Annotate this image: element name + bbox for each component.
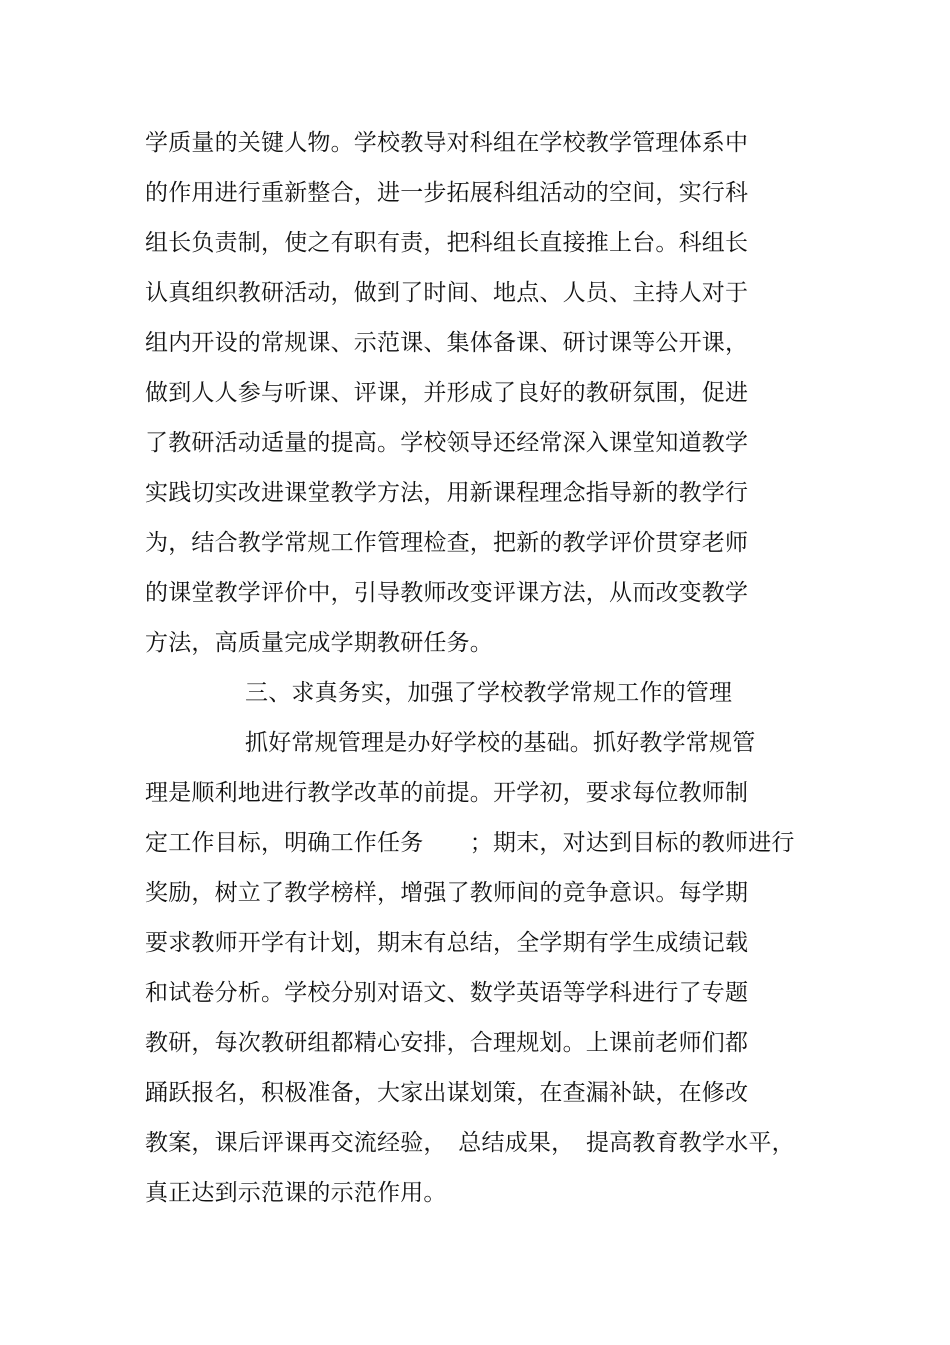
- text-line-21: 教案，课后评课再交流经验， 总结成果， 提高教育教学水平，: [145, 1130, 795, 1156]
- text-line-15: 定工作目标，明确工作任务 ；期末，对达到目标的教师进行: [145, 830, 795, 856]
- section-heading: 三、求真务实，加强了学校教学常规工作的管理: [245, 680, 733, 706]
- text-line-19: 教研，每次教研组都精心安排，合理规划。上课前老师们都: [145, 1030, 749, 1056]
- text-line-22: 真正达到示范课的示范作用。: [145, 1180, 447, 1206]
- text-line-10: 的课堂教学评价中，引导教师改变评课方法，从而改变教学: [145, 580, 749, 606]
- text-line-18: 和试卷分析。学校分别对语文、数学英语等学科进行了专题: [145, 980, 749, 1006]
- text-line-17: 要求教师开学有计划，期末有总结，全学期有学生成绩记载: [145, 930, 749, 956]
- text-line-11: 方法，高质量完成学期教研任务。: [145, 630, 493, 656]
- text-line-3: 组长负责制，使之有职有责，把科组长直接推上台。科组长: [145, 230, 749, 256]
- text-line-6: 做到人人参与听课、评课，并形成了良好的教研氛围，促进: [145, 380, 749, 406]
- text-line-5: 组内开设的常规课、示范课、集体备课、研讨课等公开课，: [145, 330, 749, 356]
- text-line-2: 的作用进行重新整合，进一步拓展科组活动的空间，实行科: [145, 180, 749, 206]
- text-line-7: 了教研活动适量的提高。学校领导还经常深入课堂知道教学: [145, 430, 749, 456]
- text-line-20: 踊跃报名，积极准备，大家出谋划策，在查漏补缺，在修改: [145, 1080, 749, 1106]
- text-line-14: 理是顺利地进行教学改革的前提。开学初，要求每位教师制: [145, 780, 749, 806]
- text-line-8: 实践切实改进课堂教学方法，用新课程理念指导新的教学行: [145, 480, 749, 506]
- text-line-9: 为，结合教学常规工作管理检查，把新的教学评价贯穿老师: [145, 530, 749, 556]
- text-line-1: 学质量的关键人物。学校教导对科组在学校教学管理体系中: [145, 130, 749, 156]
- text-line-16: 奖励，树立了教学榜样，增强了教师间的竞争意识。每学期: [145, 880, 749, 906]
- text-line-4: 认真组织教研活动，做到了时间、地点、人员、主持人对于: [145, 280, 749, 306]
- text-line-13: 抓好常规管理是办好学校的基础。抓好教学常规管: [245, 730, 756, 756]
